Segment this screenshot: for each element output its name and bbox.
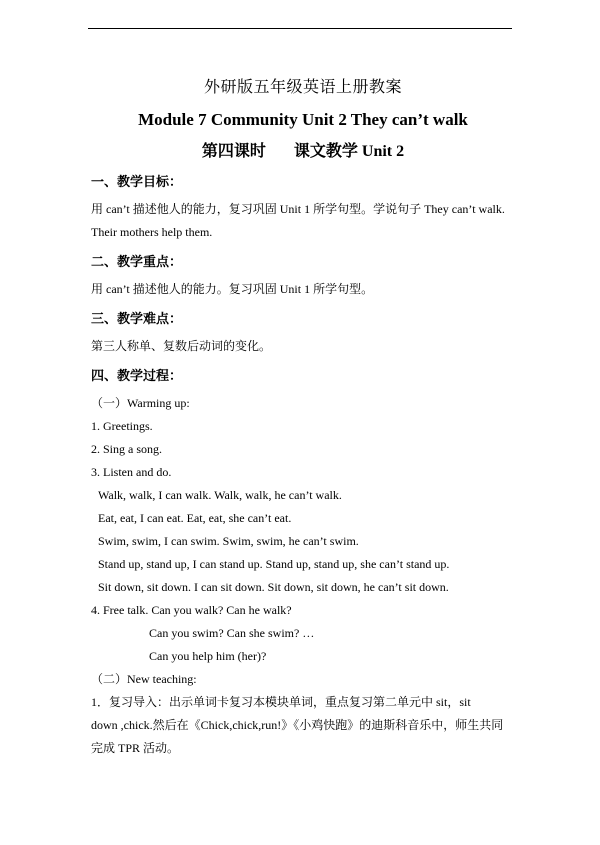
section-heading-difficulties: 三、教学难点： (91, 312, 183, 327)
paragraph-line: down ,chick.然后在《Chick,chick,run!》《小鸡快跑》的迪斯科音乐中，师生共同 (91, 718, 504, 732)
document-body (91, 76, 515, 760)
list-item: 1. Greetings. (91, 419, 153, 433)
lesson-topic: 课文教学 Unit 2 (293, 143, 405, 160)
lesson-number: 第四课时 (201, 143, 266, 160)
paragraph-line: 完成 TPR 活动。 (91, 741, 180, 755)
section-heading-key-points: 二、教学重点： (91, 255, 183, 270)
paragraph-line: Their mothers help them. (91, 225, 213, 239)
header-rule (88, 28, 512, 29)
chant-line: Swim, swim, I can swim. Swim, swim, he can’t swim. (98, 534, 359, 548)
document-subtitle: Module 7 Community Unit 2 They can’t walk (138, 110, 468, 129)
chant-line: Walk, walk, I can walk. Walk, walk, he can’t walk. (98, 488, 342, 502)
section-key-points-body (91, 278, 515, 301)
paragraph-line: 用 can’t 描述他人的能力。复习巩固 Unit 1 所学句型。 (91, 282, 374, 296)
warmup-label: （一）Warming up: (91, 396, 190, 410)
section-heading-process: 四、教学过程： (91, 369, 183, 384)
list-item: 2. Sing a song. (91, 442, 163, 456)
paragraph-line: 1．复习导入：出示单词卡复习本模块单词，重点复习第二单元中 sit，sit (91, 695, 471, 709)
section-heading-objectives: 一、教学目标： (91, 175, 183, 190)
list-item: 3. Listen and do. (91, 465, 172, 479)
chant-line: Stand up, stand up, I can stand up. Stand up, stand up, she can’t stand up. (98, 557, 450, 571)
free-talk-question: Can you help him (her)? (149, 649, 267, 663)
free-talk-line: 4. Free talk. Can you walk? Can he walk? (91, 603, 292, 617)
chant-line: Sit down, sit down. I can sit down. Sit down, sit down, he can’t sit down. (98, 580, 449, 594)
paragraph-line: 第三人称单、复数后动词的变化。 (91, 339, 272, 353)
free-talk-question: Can you swim? Can she swim? … (149, 626, 315, 640)
section-process-body (91, 392, 515, 760)
section-difficulties-body (91, 335, 515, 358)
paragraph-line: 用 can’t 描述他人的能力，复习巩固 Unit 1 所学句型。学说句子 They can’t walk. (91, 202, 505, 216)
lesson-line (91, 141, 515, 163)
chant-line: Eat, eat, I can eat. Eat, eat, she can’t eat. (98, 511, 292, 525)
new-teaching-label: （二）New teaching: (91, 672, 197, 686)
document-title: 外研版五年级英语上册教案 (203, 77, 402, 96)
section-objectives-body (91, 198, 515, 244)
